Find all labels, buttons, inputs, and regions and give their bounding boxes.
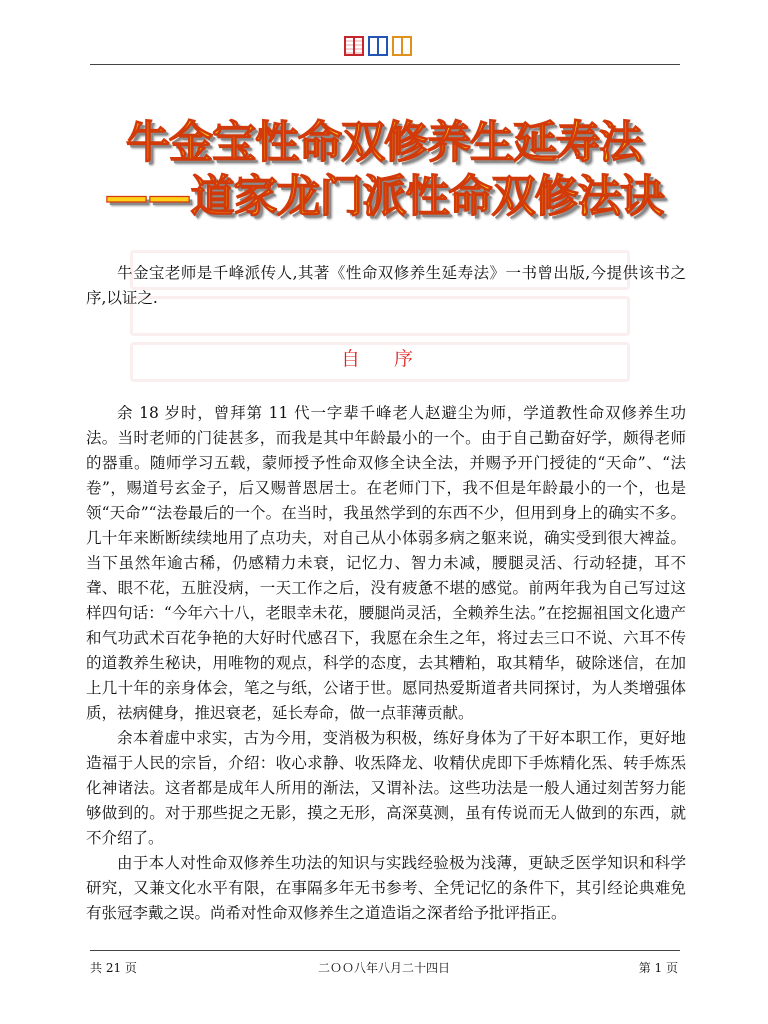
title-line-2: ——道家龙门派性命双修法诀 (104, 171, 664, 222)
book-icon (368, 36, 388, 56)
intro-paragraph (86, 261, 686, 311)
paragraph: 由于本人对性命双修养生功法的知识与实践经验极为浅薄，更缺乏医学知识和科学研究，又兼文化水平有限，在事隔多年无书参考、全凭记忆的条件下，其引经论典难免有张冠李戴之误。尚希对性命双修养生之道造诣之深者给予批评指正。 (86, 854, 686, 922)
book-icon (344, 36, 364, 56)
footer-divider (90, 950, 680, 951)
paragraph: 余 18 岁时，曾拜第 11 代一字辈千峰老人赵避尘为师，学道教性命双修养生功法。当时老师的门徒甚多，而我是其中年龄最小的一个。由于自己勤奋好学，颇得老师的器重。随师学习五载，蒙师授予性命双修全诀全法，并赐予开门授徒的“天命”、“法卷”，赐道号玄金子，后又赐普恩居士。在老师门下，我不但是年龄最小的一个，也是领“天命”“法卷最后的一个。在当时，我虽然学到的东西不少，但用到身上的确实不多。几十年来断断续续地用了点功夫，对自己从小体弱多病之躯来说，确实受到很大裨益。当下虽然年逾古稀，仍感精力未衰，记忆力、智力未减，腰腿灵活、行动轻捷，耳不聋、眼不花，五脏没病，一天工作之后，没有疲惫不堪的感觉。前两年我为自己写过这样四句话：“今年六十八，老眼幸未花，腰腿尚灵活，全赖养生法。”在挖掘祖国文化遗产和气功武术百花争艳的大好时代感召下，我愿在余生之年，将过去三口不说、六耳不传的道教养生秘诀，用唯物的观点，科学的态度，去其糟粕，取其精华，破除迷信，在加上几十年的亲身体会，笔之与纸，公诸于世。愿同热爱斯道者共同探讨，为人类增强体质，祛病健身，推迟衰老，延长寿命，做一点菲薄贡献。 (86, 404, 686, 722)
page-count: 共 21 页 (90, 961, 137, 975)
document-date: 二ＯＯ八年八月二十四日 (317, 961, 450, 975)
header-divider (90, 64, 680, 65)
paragraph: 余本着虚中求实，古为今用，变消极为积极，练好身体为了干好本职工作，更好地造福于人民的宗旨，介绍：收心求静、收炁降龙、收精伏虎即下手炼精化炁、转手炼炁化神诸法。这者都是成年人所用的渐法，又谓补法。这些功法是一般人通过刻苦努力能够做到的。对于那些捉之无影，摸之无形，高深莫测，虽有传说而无人做到的东西，就不介绍了。 (86, 729, 686, 847)
book-icon (392, 36, 412, 56)
title-line-1: 牛金宝性命双修养生延寿法 (126, 117, 642, 168)
header-logo (344, 36, 412, 56)
preface-body (86, 401, 686, 926)
intro-text: 牛金宝老师是千峰派传人,其著《性命双修养生延寿法》一书曾出版,今提供该书之序,以证之. (86, 264, 686, 307)
page-number: 第 1 页 (638, 961, 678, 975)
section-heading: 自 序 (340, 348, 428, 370)
